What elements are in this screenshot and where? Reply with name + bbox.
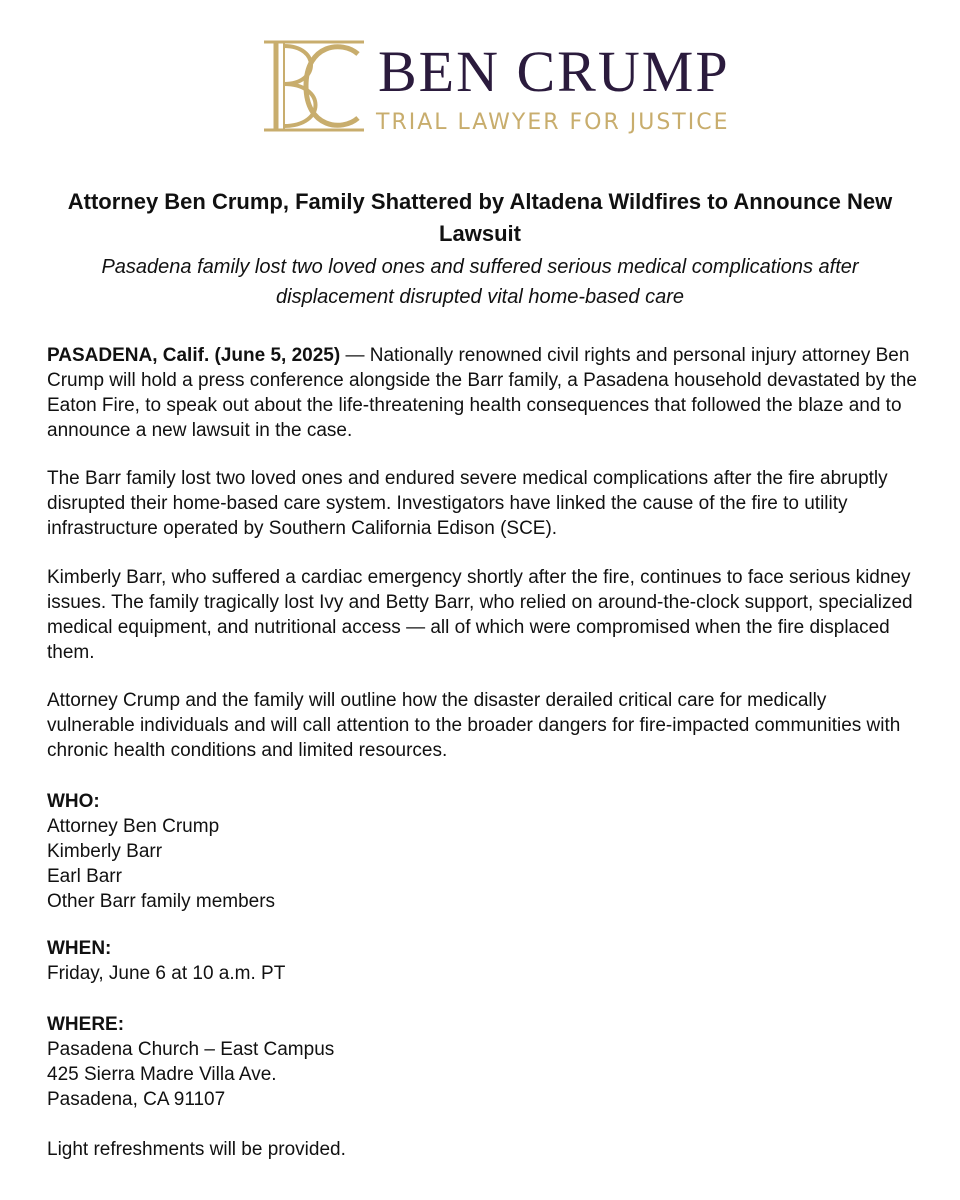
paragraph-1 <box>47 343 917 443</box>
where-item: 425 Sierra Madre Villa Ave. <box>47 1064 277 1085</box>
when-section <box>47 936 647 986</box>
headline: Attorney Ben Crump, Family Shattered by Altadena Wildfires to Announce New Lawsuit <box>67 189 893 246</box>
brand-tagline: TRIAL LAWYER FOR JUSTICE <box>376 110 730 135</box>
who-section <box>47 789 647 914</box>
closing-note: Light refreshments will be provided. <box>47 1139 346 1160</box>
when-item: Friday, June 6 at 10 a.m. PT <box>47 963 286 984</box>
paragraph-1-text: — Nationally renowned civil rights and personal injury attorney Ben Crump will hold a press conference alongside the Barr family, a Pasadena household devastated by the Eaton Fire, to speak out about the life-threatening health consequences that followed the blaze and to announce a new lawsuit in the case. <box>47 345 917 441</box>
paragraph-2: The Barr family lost two loved ones and endured severe medical complications after the fire abruptly disrupted their home-based care system. Investigators have linked the cause of the fire to utility infrastructure operated by Southern California Edison (SCE). <box>47 468 888 539</box>
where-section <box>47 1012 647 1112</box>
bc-monogram-logo <box>262 38 366 134</box>
where-item: Pasadena Church – East Campus <box>47 1039 335 1060</box>
when-label: WHEN: <box>47 938 112 959</box>
dateline: PASADENA, Calif. (June 5, 2025) <box>47 345 341 366</box>
where-label: WHERE: <box>47 1014 125 1035</box>
letterhead <box>262 38 762 138</box>
paragraph-3: Kimberly Barr, who suffered a cardiac emergency shortly after the fire, continues to face serious kidney issues. The family tragically lost Ivy and Betty Barr, who relied on around-the-clock support, specialized medical equipment, and nutritional access — all of which were compromised when the fire displaced them. <box>47 567 913 663</box>
where-item: Pasadena, CA 91107 <box>47 1089 226 1110</box>
who-label: WHO: <box>47 791 100 812</box>
who-item: Kimberly Barr <box>47 841 163 862</box>
who-item: Attorney Ben Crump <box>47 816 220 837</box>
brand-name: BEN CRUMP <box>378 39 730 104</box>
subheadline: Pasadena family lost two loved ones and suffered serious medical complications after displacement disrupted vital home-based care <box>101 256 859 308</box>
who-item: Earl Barr <box>47 866 122 887</box>
who-item: Other Barr family members <box>47 891 276 912</box>
paragraph-4: Attorney Crump and the family will outline how the disaster derailed critical care for medically vulnerable individuals and will call attention to the broader dangers for fire-impacted communities with chronic health conditions and limited resources. <box>47 690 901 761</box>
